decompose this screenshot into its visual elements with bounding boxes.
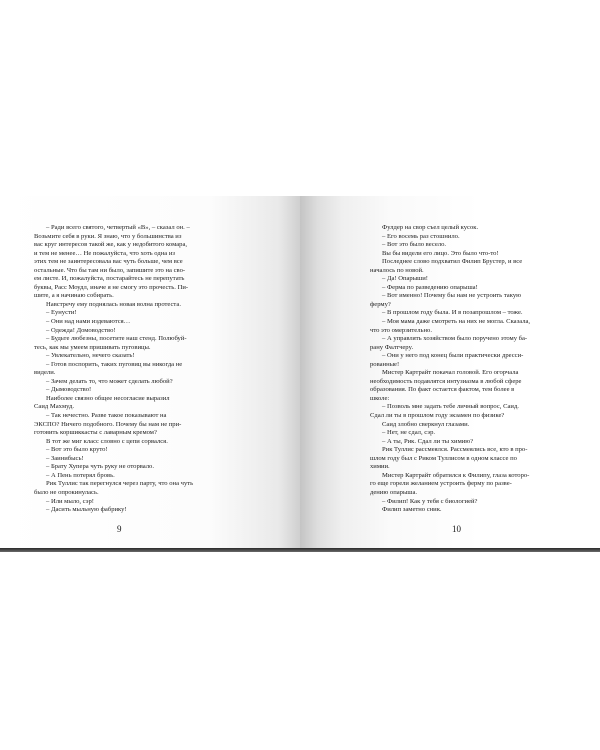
text-line: – Вот это было круто! xyxy=(46,446,108,454)
text-line: Фулдер на свор съел целый кусок. xyxy=(382,224,479,231)
text-line: химии. xyxy=(370,463,390,471)
text-line: тесь, как мы умеем пришивать пуговицы. xyxy=(34,343,151,351)
text-line: – Так нечестно. Разве такое показывают на xyxy=(46,412,167,420)
text-line: шлом году был с Риком Туллисом в одном классе по xyxy=(370,454,517,462)
text-line: ем листе. И, пожалуйста, постарайтесь не перепутать xyxy=(34,275,185,283)
text-line: рану Фалтчерy. xyxy=(370,343,414,351)
text-line: Филип заметно сник. xyxy=(382,506,442,514)
left-page xyxy=(0,196,300,548)
text-line: – А управлять хозяйством было поручено этому ба- xyxy=(382,335,528,343)
text-line: Мистер Картрайт обратился к Филипу, глаза которо- xyxy=(382,471,530,479)
text-line: – Увлекательно, нечего сказать! xyxy=(46,352,135,360)
text-line: дению опарыша. xyxy=(370,488,418,496)
right-page-number: 10 xyxy=(452,524,461,534)
spread-bottom-shadow xyxy=(0,548,600,552)
text-line: – Зачем делать то, что может сделать любой? xyxy=(46,377,173,385)
text-line: видели. xyxy=(34,369,56,377)
text-line: – Будьте любезны, посетите наш стенд. Полюбуй- xyxy=(46,335,187,343)
text-line: – Да! Опарыши! xyxy=(382,275,428,283)
text-line: буквы, Расс Моудл, иначе я не смогу это прочесть. Пи- xyxy=(34,283,189,291)
text-line: Наиболее связно общее несогласие выразил xyxy=(46,394,170,402)
text-line: готовить коршиккасты с лаварным кремом? xyxy=(34,429,157,437)
text-line: остальные. Что бы там ни было, запишите это на сво- xyxy=(34,266,186,274)
text-line: Саид Махмуд. xyxy=(34,403,74,411)
text-line: – Его восемь раз стошнило. xyxy=(382,232,460,240)
text-line: – Вот это было весело. xyxy=(382,241,447,249)
text-line: ферму? xyxy=(370,300,391,308)
text-line: – Или мыло, сэр! xyxy=(46,497,94,505)
text-line: ЭКСПО? Ничего подобного. Почему бы нам не при- xyxy=(34,420,182,428)
text-line: – Готов поспорить, таких пуговиц вы никогда не xyxy=(46,360,183,368)
text-line: – А ты, Рик. Сдал ли ты химию? xyxy=(382,437,474,445)
text-line: – Брату Хупера чуть руку не оторвало. xyxy=(46,463,154,471)
text-line: – В прошлом году была. И в позапрошлом – тоже. xyxy=(382,309,523,317)
text-line: было не опрокинулась. xyxy=(34,488,99,496)
text-line: – Они над нами издеваются… xyxy=(46,318,131,326)
text-line: необходимость подавлятся интузиазма в любой сфере xyxy=(370,377,522,385)
book-spread xyxy=(0,196,600,552)
right-page-text xyxy=(370,224,598,515)
text-line: и тем не менее… Не пожалуйста, что хоть одна из xyxy=(34,249,175,257)
left-page-number: 9 xyxy=(117,524,122,534)
text-line: Сдал ли ты в прошлом году экзамен по физике? xyxy=(370,412,505,420)
text-line: – Дасить мыльную фабрику! xyxy=(46,506,127,514)
text-line: – Филип! Как у тебя с биологией? xyxy=(382,497,478,505)
text-line: – Нет, не сдал, сэр. xyxy=(382,429,436,437)
text-line: Мистер Картрайт покачал головой. Его огорчала xyxy=(382,369,519,377)
text-line: Саид злобно сверкнул глазами. xyxy=(382,420,470,428)
right-page xyxy=(300,196,600,548)
text-line: – Моя мама даже смотреть на них не могла. Сказала, xyxy=(382,318,531,326)
text-line: Вы бы видели его лицо. Это было что-то! xyxy=(382,249,499,257)
text-line: образования. По факт остается фактом, тем более в xyxy=(370,386,515,394)
text-line: вас круг интересов такой же, как у недобитого комара, xyxy=(34,241,188,249)
text-line: шите, а я начинаю собирать. xyxy=(34,292,114,300)
text-line: – Позволь мне задать тебе личный вопрос, Саид. xyxy=(382,403,519,411)
text-line: этих тем не заинтересовала вас чуть больше, чем все xyxy=(34,258,183,266)
text-line: школе: xyxy=(370,394,390,402)
text-line: – Ради всего святого, четвертый «В», – сказал он. – xyxy=(46,224,190,231)
text-line: Возьмите себя в руки. Я знаю, что у большинства из xyxy=(34,232,182,240)
text-line: – Дымоводство! xyxy=(46,386,92,394)
text-line: – Они у него под конец были практически дресси- xyxy=(382,352,524,360)
text-line: – Ферма по разведению опарыша! xyxy=(382,283,478,291)
text-line: – Вот именно! Почему бы нам не устроить такую xyxy=(382,292,522,300)
text-line: Последнее слово подхватил Филип Брустер, и все xyxy=(382,258,523,266)
text-line: Рик Туллис так перегнулся через парту, что она чуть xyxy=(46,480,194,488)
text-line: го еще горели желанием устроить ферму по разве- xyxy=(370,480,512,488)
left-page-text xyxy=(34,224,262,515)
text-line: рованные! xyxy=(370,360,400,368)
text-line: началось по новой. xyxy=(370,266,424,274)
text-line: – Еунусти! xyxy=(46,309,77,317)
text-line: что это омерзительно. xyxy=(370,326,432,334)
text-line: Рик Туллис рассмеялся. Рассмеялись все, кто в про- xyxy=(382,446,528,454)
text-line: В тот же миг класс словно с цепи сорвался. xyxy=(46,437,168,445)
text-line: – Одежда! Домоводство! xyxy=(46,326,116,334)
text-line: – А Пень потерял бровь. xyxy=(46,471,115,479)
text-line: Навстречу ему поднялась новая волна протеста. xyxy=(46,300,181,308)
text-line: – Заинибысь! xyxy=(46,454,84,462)
